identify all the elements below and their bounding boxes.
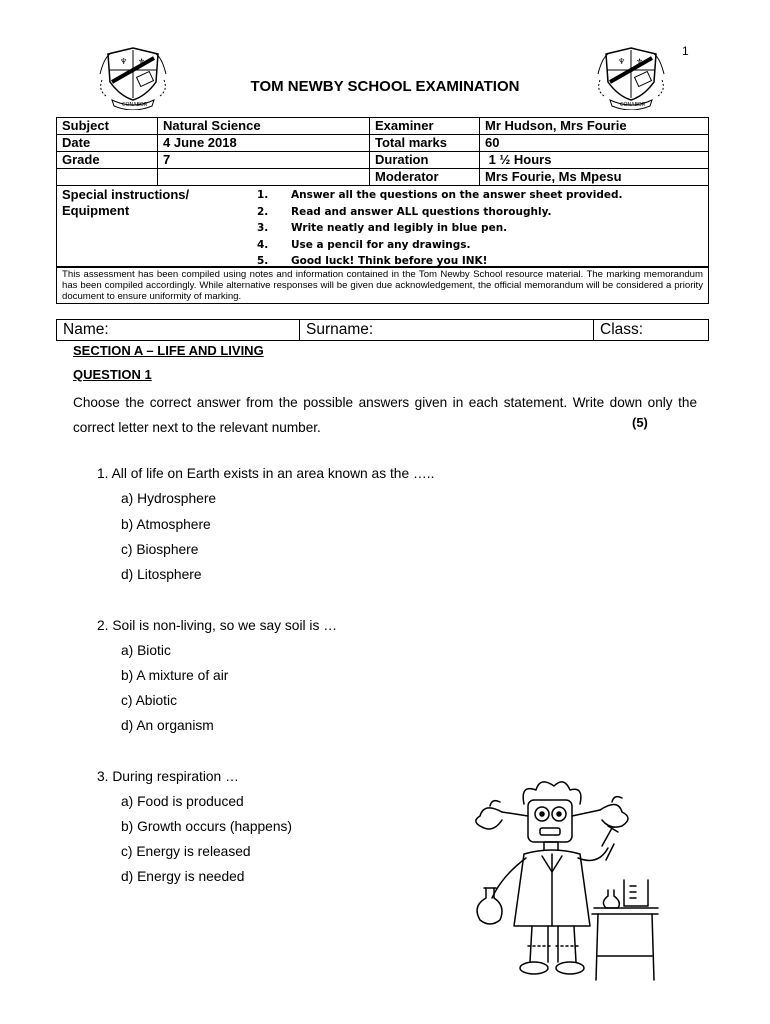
svg-text:♆: ♆	[120, 57, 128, 66]
question-stem: 2. Soil is non-living, so we say soil is …	[97, 618, 338, 633]
answer-option: a) Hydrosphere	[121, 491, 217, 506]
date-label: Date	[57, 135, 158, 152]
answer-option: d) An organism	[121, 718, 214, 733]
scientist-cartoon-illustration	[462, 776, 662, 988]
svg-text:⚜: ⚜	[138, 57, 146, 66]
exam-title: TOM NEWBY SCHOOL EXAMINATION	[250, 78, 520, 95]
school-crest-logo-right	[594, 44, 668, 110]
instruction-item: 4. Use a pencil for any drawings.	[257, 238, 471, 251]
question-marks: (5)	[632, 415, 648, 430]
duration-value: 1 ½ Hours	[480, 152, 709, 169]
school-crest-logo-left	[96, 44, 170, 110]
info-row-grade	[57, 152, 709, 169]
page-number: 1	[682, 44, 689, 58]
svg-text:⚜: ⚜	[636, 57, 644, 66]
subject-value: Natural Science	[158, 118, 370, 135]
answer-option: b) A mixture of air	[121, 668, 229, 683]
instruction-item: 2. Read and answer ALL questions thoroughly.	[257, 205, 552, 218]
info-row-subject	[57, 118, 709, 135]
name-field[interactable]: Name:	[57, 320, 300, 341]
question-instruction: Choose the correct answer from the possible answers given in each statement. Write down only the correct letter next to the relevant number.	[73, 395, 697, 435]
answer-option: b) Atmosphere	[121, 517, 211, 532]
instructions-list	[257, 187, 623, 270]
special-instructions-label: Special instructions/ Equipment	[62, 187, 190, 218]
assessment-disclaimer: This assessment has been compiled using notes and information contained in the Tom Newby School resource material. The marking memorandum has been compiled accordingly. While alternative responses will be given due acknowledgement, the official memorandum will be considered a priority document to ensure uniformity of marking.	[56, 267, 709, 304]
grade-label: Grade	[57, 152, 158, 169]
info-row-moderator	[57, 169, 709, 186]
subject-label: Subject	[57, 118, 158, 135]
duration-label: Duration	[370, 152, 480, 169]
total-marks-value: 60	[480, 135, 709, 152]
answer-option: d) Litosphere	[121, 567, 202, 582]
total-marks-label: Total marks	[370, 135, 480, 152]
empty-cell	[158, 169, 370, 186]
date-value: 4 June 2018	[158, 135, 370, 152]
svg-text:♆: ♆	[618, 57, 626, 66]
answer-option: a) Food is produced	[121, 794, 244, 809]
answer-option: c) Abiotic	[121, 693, 177, 708]
answer-option: c) Biosphere	[121, 542, 199, 557]
info-row-date	[57, 135, 709, 152]
instruction-item: 5. Good luck! Think before you INK!	[257, 255, 488, 267]
question-stem: 3. During respiration …	[97, 769, 239, 784]
instruction-item: 1. Answer all the questions on the answer sheet provided.	[257, 189, 623, 201]
answer-option: b) Growth occurs (happens)	[121, 819, 292, 834]
examiner-value: Mr Hudson, Mrs Fourie	[480, 118, 709, 135]
student-details-row	[56, 319, 709, 341]
examiner-label: Examiner	[370, 118, 480, 135]
instruction-item: 3. Write neatly and legibly in blue pen.	[257, 222, 508, 234]
special-instructions-box	[56, 185, 709, 267]
question-heading: QUESTION 1	[73, 367, 152, 382]
crest-motto: CONABOR	[620, 102, 646, 108]
class-field[interactable]: Class:	[594, 320, 709, 341]
section-heading: SECTION A – LIFE AND LIVING	[73, 343, 264, 358]
empty-cell	[57, 169, 158, 186]
grade-value: 7	[158, 152, 370, 169]
moderator-label: Moderator	[370, 169, 480, 186]
exam-info-table	[56, 117, 709, 186]
question-stem: 1. All of life on Earth exists in an area known as the …..	[97, 466, 435, 481]
moderator-value: Mrs Fourie, Ms Mpesu	[480, 169, 709, 186]
crest-motto: CONABOR	[122, 102, 148, 108]
surname-field[interactable]: Surname:	[300, 320, 594, 341]
answer-option: a) Biotic	[121, 643, 171, 658]
answer-option: c) Energy is released	[121, 844, 251, 859]
answer-option: d) Energy is needed	[121, 869, 245, 884]
